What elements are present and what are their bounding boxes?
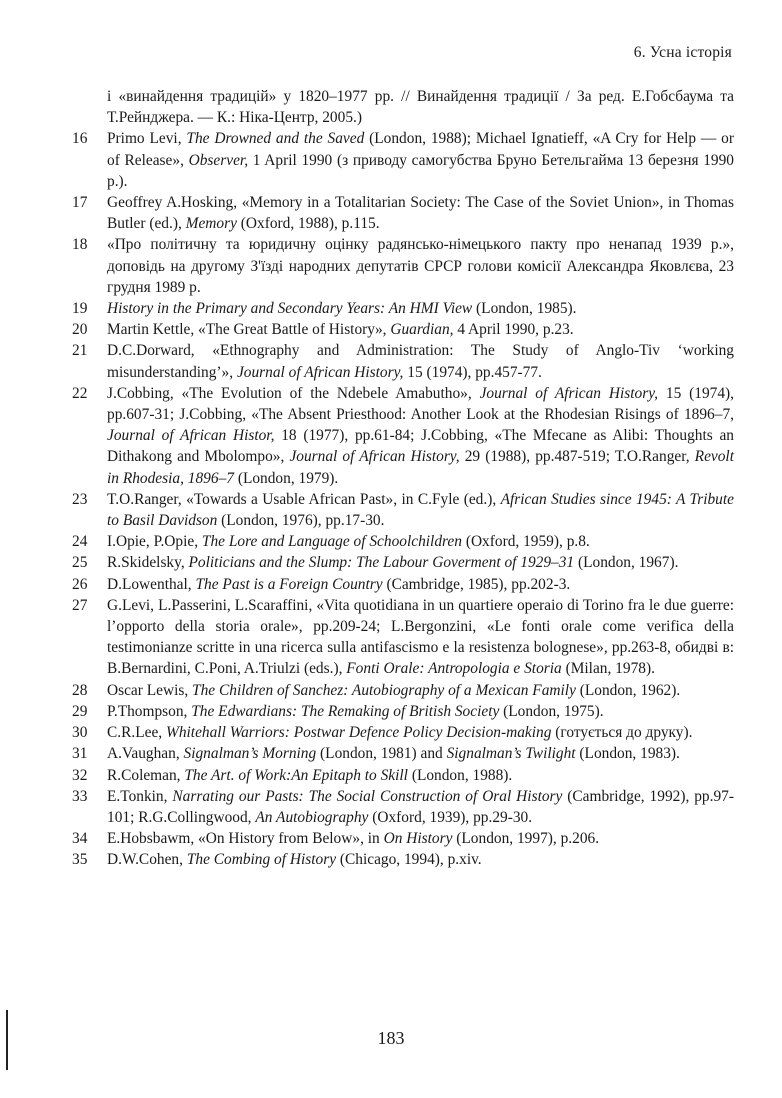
- endnote-32: [72, 765, 734, 786]
- endnote-number: 19: [72, 300, 88, 318]
- endnote-number: 33: [72, 787, 88, 805]
- citation-text: 1 April 1990 (з приводу самогубства Бруно Бетельгайма 13 березня 1990 р.).: [107, 151, 734, 190]
- endnote-26: [72, 574, 734, 595]
- citation-title: Guardian,: [390, 321, 454, 339]
- endnote-number: 29: [72, 702, 88, 720]
- citation-text: G.Levi, L.Passerini, L.Scaraffini, «Vita quotidiana in un quartiere operaio di Torino fra le due guerre: l’opporto della storia orale», pp.209-24; L.Bergonzini, «Le fonti orale come verifica della testimonianze scritte in una ricerca sulla antifascismo e la resistenza bolognese», pp.263-8, обидві в: B.Bernardini, C.Poni, A.Triulzi (eds.),: [107, 596, 734, 678]
- endnote-33: [72, 786, 734, 828]
- citation-text: Primo Levi,: [107, 130, 187, 148]
- citation-title: The Art. of Work:An Epitaph to Skill: [184, 766, 408, 784]
- citation-text: (London, 1988).: [407, 766, 513, 784]
- endnotes-list: [72, 86, 734, 871]
- citation-text: (Oxford, 1939), pp.29-30.: [368, 808, 533, 826]
- citation-text: (London, 1997), p.206.: [452, 830, 600, 848]
- citation-title: Narrating our Pasts: The Social Construction of Oral History: [172, 787, 563, 805]
- citation-text: 15 (1974), pp.607-31; J.Cobbing, «The Absent Priesthood: Another Look at the Rhodesian Risings of 1896–7,: [107, 384, 735, 424]
- citation-text: «Про політичну та юридичну оцінку радянсько-німецького пакту про ненапад 1939 р.», доповідь на другому З'їзді народних депутатів СРСР голови комісії Александра Яковлєва, 23 грудня 1989 р.: [107, 236, 734, 296]
- endnote-number: 26: [72, 575, 88, 593]
- endnote-number: 34: [72, 830, 88, 848]
- citation-text: E.Hobsbawm, «On History from Below», in: [107, 830, 384, 848]
- page-number: 183: [377, 1028, 405, 1048]
- endnote-30: [72, 722, 734, 743]
- citation-text: R.Skidelsky,: [107, 554, 189, 572]
- citation-text: (London, 1967).: [574, 554, 679, 572]
- endnote-25: [72, 552, 734, 573]
- endnote-17: [72, 192, 734, 234]
- citation-title: The Children of Sanchez: Autobiography of a Mexican Family: [192, 681, 576, 699]
- citation-title: The Lore and Language of Schoolchildren: [201, 533, 462, 551]
- citation-text: T.O.Ranger, «Towards a Usable African Past», in C.Fyle (ed.),: [107, 490, 501, 508]
- endnote-24: [72, 531, 734, 552]
- citation-title: The Past is a Foreign Country: [195, 575, 383, 593]
- citation-title: History in the Primary and Secondary Years: An HMI View: [107, 300, 473, 318]
- citation-text: 15 (1974), pp.457-77.: [403, 363, 542, 381]
- citation-text: 4 April 1990, p.23.: [453, 321, 574, 339]
- endnote-number: 28: [72, 681, 88, 699]
- endnote-number: 32: [72, 766, 88, 784]
- citation-text: (Chicago, 1994), p.xiv.: [336, 851, 482, 869]
- citation-text: 18 (1977), pp.61-84; J.Cobbing, «The Mfecane as Alibi: Thoughts an Dithakong and Mbolompo»,: [107, 427, 734, 466]
- endnote-number: 25: [72, 554, 88, 572]
- endnote-number: 35: [72, 851, 88, 869]
- endnote-number: 20: [72, 321, 88, 339]
- endnote-16: [72, 128, 734, 192]
- citation-text: E.Tonkin,: [107, 787, 173, 805]
- citation-text: (Milan, 1978).: [561, 660, 655, 678]
- citation-title: Signalman’s Twilight: [446, 745, 576, 763]
- citation-title: African Studies since 1945: A Tribute to Basil Davidson: [107, 490, 734, 530]
- endnote-number: 23: [72, 490, 88, 508]
- citation-text: (Cambridge, 1985), pp.202-3.: [382, 575, 571, 593]
- citation-text: (London, 1981) and: [316, 745, 447, 763]
- endnote-28: [72, 680, 734, 701]
- citation-title: Observer,: [188, 151, 249, 169]
- citation-text: і «винайдення традицій» у 1820–1977 рр. // Винайдення традиції / За ред. Е.Гобсбаума та Т.Рейнджера. — К.: Ніка-Центр, 2005.): [107, 88, 734, 127]
- citation-text: (London, 1979).: [233, 469, 339, 487]
- citation-title: Journal of African History,: [289, 448, 460, 466]
- endnote-number: 31: [72, 745, 88, 763]
- citation-text: (Oxford, 1988), p.115.: [236, 215, 380, 233]
- citation-text: I.Opie, P.Opie,: [107, 533, 202, 551]
- endnote-number: 21: [72, 342, 88, 360]
- citation-text: 29 (1988), pp.487-519; T.O.Ranger,: [459, 448, 695, 466]
- citation-text: Oscar Lewis,: [107, 681, 193, 699]
- citation-text: R.Coleman,: [107, 766, 185, 784]
- citation-text: Martin Kettle, «The Great Battle of History»,: [107, 321, 391, 339]
- citation-text: (London, 1985).: [472, 300, 577, 318]
- citation-text: (готується до друку).: [551, 724, 693, 742]
- citation-text: (Oxford, 1959), p.8.: [461, 533, 590, 551]
- citation-title: Signalman’s Morning: [183, 745, 317, 763]
- endnote-35: [72, 849, 734, 870]
- citation-text: C.R.Lee,: [107, 724, 166, 742]
- citation-text: (London, 1988); Michael Ignatieff, «A Cry for Help — or of Release»,: [107, 130, 735, 169]
- endnote-27: [72, 595, 734, 680]
- endnote-21: [72, 340, 734, 382]
- citation-text: (Cambridge, 1992), pp.97-101; R.G.Collingwood,: [107, 787, 734, 826]
- citation-title: Journal of African History,: [479, 384, 659, 402]
- citation-text: A.Vaughan,: [107, 745, 184, 763]
- citation-text: (London, 1962).: [575, 681, 681, 699]
- endnote-23: [72, 489, 734, 531]
- citation-title: Memory: [185, 215, 237, 233]
- citation-title: Fonti Orale: Antropologia e Storia: [346, 660, 562, 678]
- citation-text: (London, 1975).: [499, 702, 604, 720]
- citation-title: The Combing of History: [186, 851, 337, 869]
- endnote-34: [72, 828, 734, 849]
- endnote-31: [72, 743, 734, 764]
- citation-title: The Edwardians: The Remaking of British Society: [191, 702, 500, 720]
- citation-title: Journal of African Histor,: [107, 427, 275, 445]
- endnote-18: [72, 234, 734, 298]
- citation-title: The Drowned and the Saved: [186, 130, 365, 148]
- endnote-number: 18: [72, 236, 88, 254]
- endnote-continued: [72, 86, 734, 128]
- margin-scan-line: [6, 1010, 8, 1070]
- citation-text: J.Cobbing, «The Evolution of the Ndebele Amabutho»,: [107, 384, 480, 402]
- citation-title: An Autobiography: [255, 808, 369, 826]
- citation-text: D.C.Dorward, «Ethnography and Administration: The Study of Anglo-Tiv ‘working misunderstanding’»,: [107, 342, 734, 381]
- endnote-number: 30: [72, 724, 88, 742]
- running-head: 6. Усна історія: [633, 44, 732, 61]
- endnote-20: [72, 319, 734, 340]
- endnote-number: 22: [72, 384, 88, 402]
- endnote-number: 17: [72, 194, 88, 212]
- endnote-number: 16: [72, 130, 88, 148]
- endnote-22: [72, 383, 734, 489]
- endnote-number: 27: [72, 596, 88, 614]
- citation-text: D.W.Cohen,: [107, 851, 187, 869]
- endnote-number: 24: [72, 533, 88, 551]
- citation-text: D.Lowenthal,: [107, 575, 196, 593]
- endnote-29: [72, 701, 734, 722]
- citation-text: (London, 1976), pp.17-30.: [217, 512, 385, 530]
- citation-text: Geoffrey A.Hosking, «Memory in a Totalitarian Society: The Case of the Soviet Union», in Thomas Butler (ed.),: [107, 194, 734, 233]
- citation-title: On History: [383, 830, 453, 848]
- citation-title: Journal of African History,: [236, 363, 404, 381]
- citation-title: Revolt in Rhodesia, 1896–7: [107, 448, 734, 487]
- citation-title: Politicians and the Slump: The Labour Goverment of 1929–31: [188, 554, 575, 572]
- citation-text: (London, 1983).: [575, 745, 680, 763]
- endnote-19: [72, 298, 734, 319]
- citation-title: Whitehall Warriors: Postwar Defence Policy Decision-making: [166, 724, 552, 742]
- citation-text: P.Thompson,: [107, 702, 192, 720]
